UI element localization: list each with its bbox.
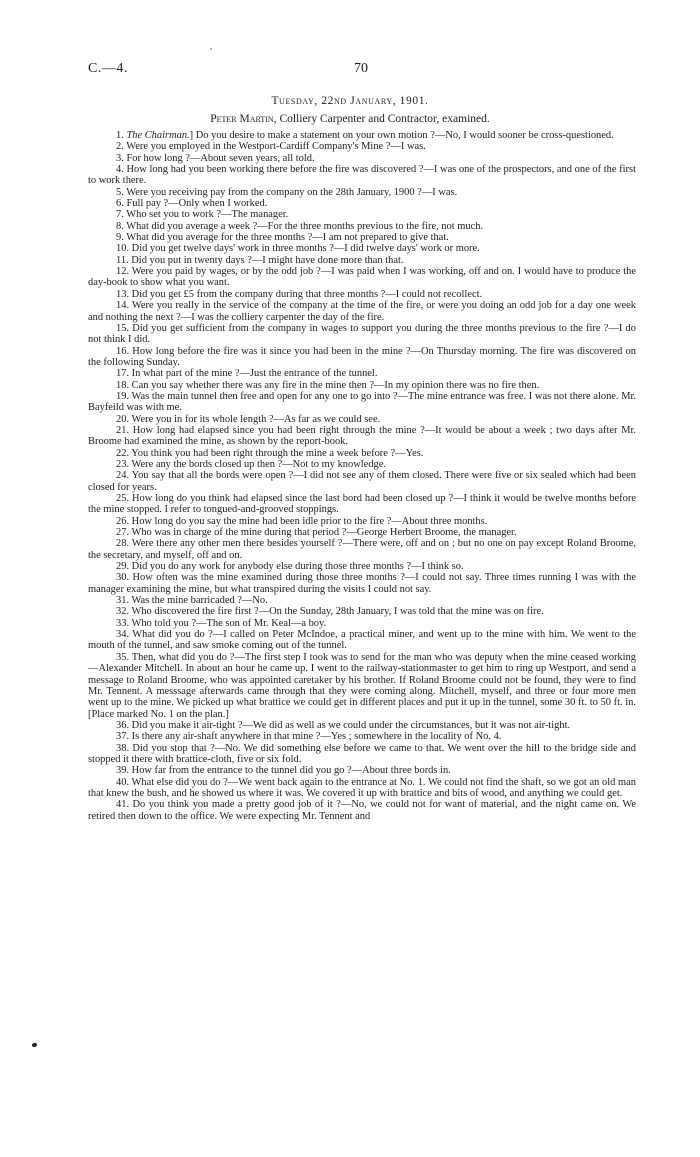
series-number: C.—4. [88, 61, 128, 76]
question-paragraph: 32. Who discovered the fire first ?—On the Sunday, 28th January, I was told that the mine was on fire. [116, 606, 544, 618]
question-paragraph: 6. Full pay ?—Only when I worked. [116, 198, 268, 210]
question-paragraph: 35. Then, what did you do ?—The first step I took was to send for the man who was deputy when the mine ceased working—Alexander Mitchell. In about an hour he came up. I went to the railway-stationmaster to get him to ring up Westport, and send a message to Roland Broome, who was appointed caretaker by his brother. If Roland Broome could not be found, they were to find Mr. Tennent. A messsage afterwards came through that they were coming along. Mitchell, myself, and three or four more men went up to the mine. We picked up what brattice we could get in different places and put it up in the tunnel, some 30 ft. to 50 ft. in. [Place marked No. 1 on the plan.] [88, 651, 636, 720]
witness-heading [0, 113, 700, 125]
question-paragraph: 29. Did you do any work for anybody else during those three months ?—I think so. [116, 561, 464, 573]
question-paragraph: 10. Did you get twelve days' work in three months ?—I did twelve days' work or more. [116, 243, 480, 255]
sitting-date: Tuesday, 22nd January, 1901. [271, 95, 429, 107]
question-paragraph: 28. Were there any other men there besides yourself ?—There were, off and on ; but no one on pay except Roland Broome, the secretary, and myself, off and on. [88, 538, 636, 561]
question-paragraph: 3. For how long ?—About seven years, all told. [116, 152, 315, 164]
question-paragraph: 19. Was the main tunnel then free and open for any one to go into ?—The mine entrance was free. I was not there alone. Mr. Bayfeild was with me. [88, 390, 636, 414]
question-paragraph: 14. Were you really in the service of the company at the time of the fire, or were you doing an odd job for a day one week and nothing the next ?—I was the colliery carpenter the day of the fire. [88, 300, 636, 323]
question-paragraph: 31. Was the mine barricaded ?—No. [116, 595, 268, 607]
question-paragraph: 2. Were you employed in the Westport-Cardiff Company's Mine ?—I was. [116, 141, 426, 153]
question-paragraph: 34. What did you do ?—I called on Peter McIndoe, a practical miner, and went up to the mine with him. We went to the mouth of the tunnel, and saw smoke coming out of the tunnel. [88, 629, 636, 652]
witness-description: Colliery Carpenter and Contractor, examined. [279, 113, 490, 125]
question-paragraph: 40. What else did you do ?—We went back again to the entrance at No. 1. We could not find the shaft, so we got an old man that knew the bush, and he showed us where it was. We covered it up with brattice and bits of wood, and anything we could get. [88, 776, 636, 799]
question-paragraph: 26. How long do you say the mine had been idle prior to the fire ?—About three months. [116, 515, 488, 527]
question-paragraph: 36. Did you make it air-tight ?—We did as well as we could under the circumstances, but it was not air-tight. [116, 719, 571, 731]
question-paragraph: 1. The Chairman.] Do you desire to make a statement on your own motion ?—No, I would sooner be cross-questioned. [116, 130, 614, 141]
question-paragraph: 25. How long do you think had elapsed since the last bord had been closed up ?—I think it would be twelve months before the mine stopped. I refer to tongued-and-grooved stoppings. [88, 493, 636, 516]
question-paragraph: 37. Is there any air-shaft anywhere in that mine ?—Yes ; somewhere in the locality of No. 4. [116, 731, 502, 743]
question-paragraph: 22. You think you had been right through the mine a week before ?—Yes. [116, 447, 424, 459]
question-paragraph: 33. Who told you ?—The son of Mr. Keal—a boy. [116, 617, 327, 629]
page-number: 70 [354, 61, 368, 76]
testimony-body [88, 130, 636, 822]
question-paragraph: 8. What did you average a week ?—For the three months previous to the fire, not much. [116, 220, 484, 232]
question-paragraph: 11. Did you put in twenty days ?—I might have done more than that. [116, 254, 404, 266]
question-paragraph: 30. How often was the mine examined during those three months ?—I could not say. Three times running I was with the manager examining the mine, but what transpired during the visits I could not say. [88, 572, 636, 595]
question-paragraph: 21. How long had elapsed since you had been right through the mine ?—It would be about a week ; two days after Mr. Broome had examined the mine, as shown by the report-book. [88, 424, 636, 448]
witness-name: Peter Martin, [210, 113, 277, 125]
question-paragraph: 4. How long had you been working there before the fire was discovered ?—I was one of the prospectors, and one of the first to work there. [88, 164, 636, 187]
question-paragraph: 41. Do you think you made a pretty good job of it ?—No, we could not for want of material, and the night came on. We retired then down to the office. We were expecting Mr. Tennent and [88, 799, 636, 822]
question-paragraph: 17. In what part of the mine ?—Just the entrance of the tunnel. [116, 368, 378, 380]
question-paragraph: 15. Did you get sufficient from the company in wages to support you during the three months previous to the fire ?—I do not think I did. [88, 322, 636, 346]
question-paragraph: 12. Were you paid by wages, or by the odd job ?—I was paid when I was working, off and on. I would have to produce the day-book to show what you want. [88, 266, 636, 289]
question-paragraph: 9. What did you average for the three months ?—I am not prepared to give that. [116, 232, 449, 244]
question-paragraph: 24. You say that all the bords were open ?—I did not see any of them closed. There were five or six sealed which had been closed for years. [88, 470, 636, 493]
question-paragraph: 13. Did you get £5 from the company during that three months ?—I could not recollect. [116, 288, 483, 300]
question-paragraph: 7. Who set you to work ?—The manager. [116, 209, 289, 221]
question-paragraph: 18. Can you say whether there was any fire in the mine then ?—In my opinion there was no fire then. [116, 379, 540, 391]
paper-speck [210, 48, 212, 50]
question-paragraph: 27. Who was in charge of the mine during that period ?—George Herbert Broome, the manager. [116, 527, 517, 539]
ink-mark [31, 1042, 37, 1048]
question-paragraph: 5. Were you receiving pay from the company on the 28th January, 1900 ?—I was. [116, 186, 458, 198]
speaker-label: The Chairman. [126, 130, 190, 141]
question-paragraph: 20. Were you in for its whole length ?—As far as we could see. [116, 413, 381, 425]
question-paragraph: 38. Did you stop that ?—No. We did something else before we came to that. We went over the hill to the bridge side and stopped it there with brattice-cloth, five or six fold. [88, 742, 636, 765]
question-paragraph: 16. How long before the fire was it since you had been in the mine ?—On Thursday morning. The fire was discovered on the following Sunday. [88, 345, 636, 368]
question-paragraph: 39. How far from the entrance to the tunnel did you go ?—About three bords in. [116, 765, 451, 777]
question-paragraph: 23. Were any the bords closed up then ?—Not to my knowledge. [116, 458, 386, 470]
